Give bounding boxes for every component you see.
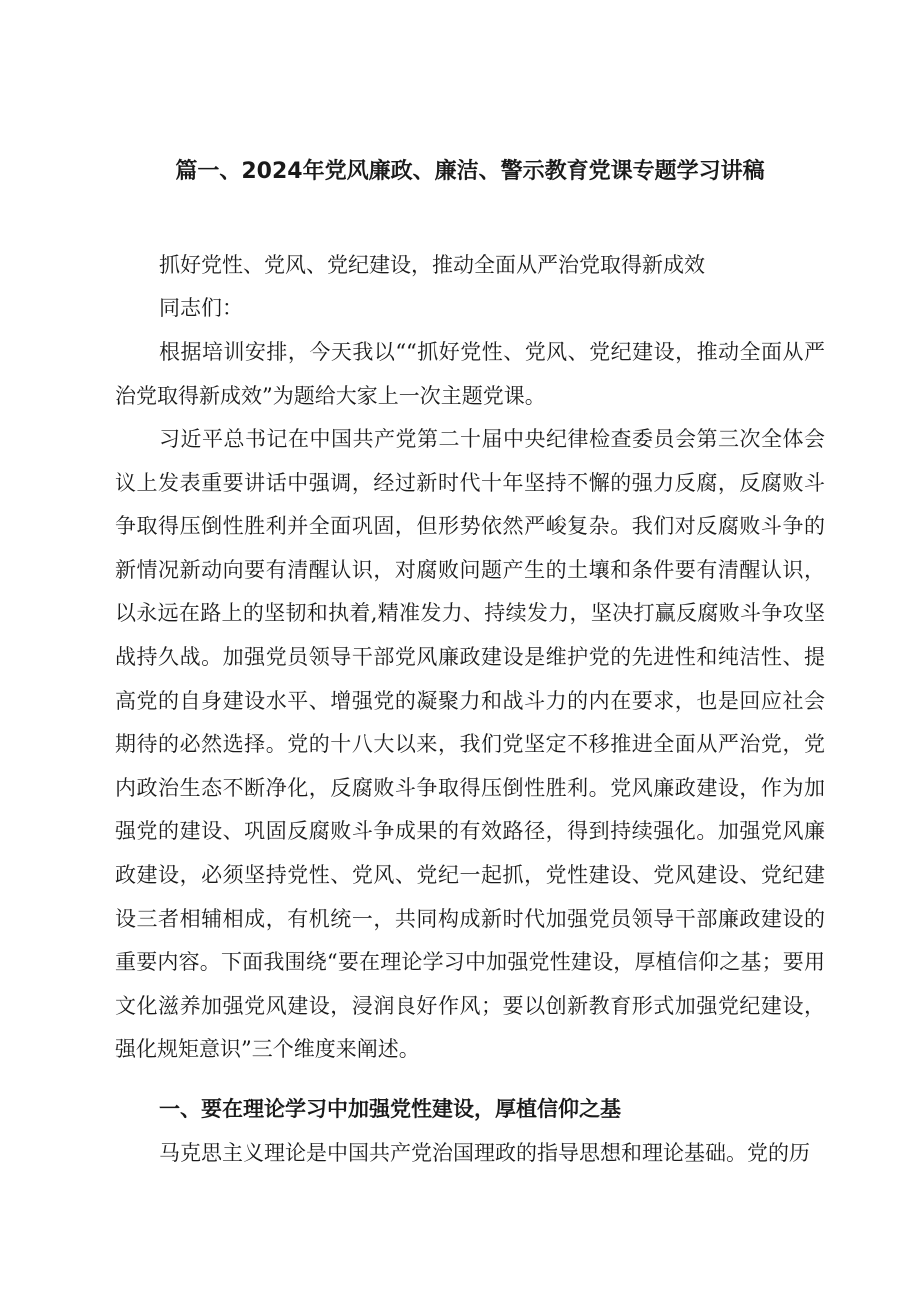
- document-title: 篇一、2024年党风廉政、廉洁、警示教育党课专题学习讲稿: [175, 159, 765, 184]
- section-paragraph-block: [115, 1131, 825, 1175]
- salutation: 同志们：: [159, 296, 243, 320]
- intro-paragraph-block: [115, 330, 825, 418]
- body-paragraph-intro: 根据培训安排，今天我以““抓好党性、党风、党纪建设，推动全面从严治党取得新成效”为题给大家上一次主题党课。: [115, 340, 825, 408]
- section-heading: 一、要在理论学习中加强党性建设，厚植信仰之基: [159, 1097, 621, 1121]
- section-paragraph: 马克思主义理论是中国共产党治国理政的指导思想和理论基础。党的历: [159, 1141, 810, 1165]
- body-paragraph-main: 习近平总书记在中国共产党第二十届中央纪律检查委员会第三次全体会议上发表重要讲话中强调，经过新时代十年坚持不懈的强力反腐，反腐败斗争取得压倒性胜利并全面巩固，但形势依然严峻复杂。我们对反腐败斗争的新情况新动向要有清醒认识，对腐败问题产生的土壤和条件要有清醒认识，以永远在路上的坚韧和执着,精准发力、持续发力，坚决打赢反腐败斗争攻坚战持久战。加强党员领导干部党风廉政建设是维护党的先进性和纯洁性、提高党的自身建设水平、增强党的凝聚力和战斗力的内在要求，也是回应社会期待的必然选择。党的十八大以来，我们党坚定不移推进全面从严治党，党内政治生态不断净化，反腐败斗争取得压倒性胜利。党风廉政建设，作为加强党的建设、巩固反腐败斗争成果的有效路径，得到持续强化。加强党风廉政建设，必须坚持党性、党风、党纪一起抓，党性建设、党风建设、党纪建设三者相辅相成，有机统一，共同构成新时代加强党员领导干部廉政建设的重要内容。下面我围绕“要在理论学习中加强党性建设，厚植信仰之基；要用文化滋养加强党风建设，浸润良好作风；要以创新教育形式加强党纪建设，强化规矩意识”三个维度来阐述。: [115, 427, 825, 1062]
- main-paragraph-block: [115, 418, 825, 1072]
- document-subtitle: 抓好党性、党风、党纪建设，推动全面从严治党取得新成效: [159, 253, 705, 277]
